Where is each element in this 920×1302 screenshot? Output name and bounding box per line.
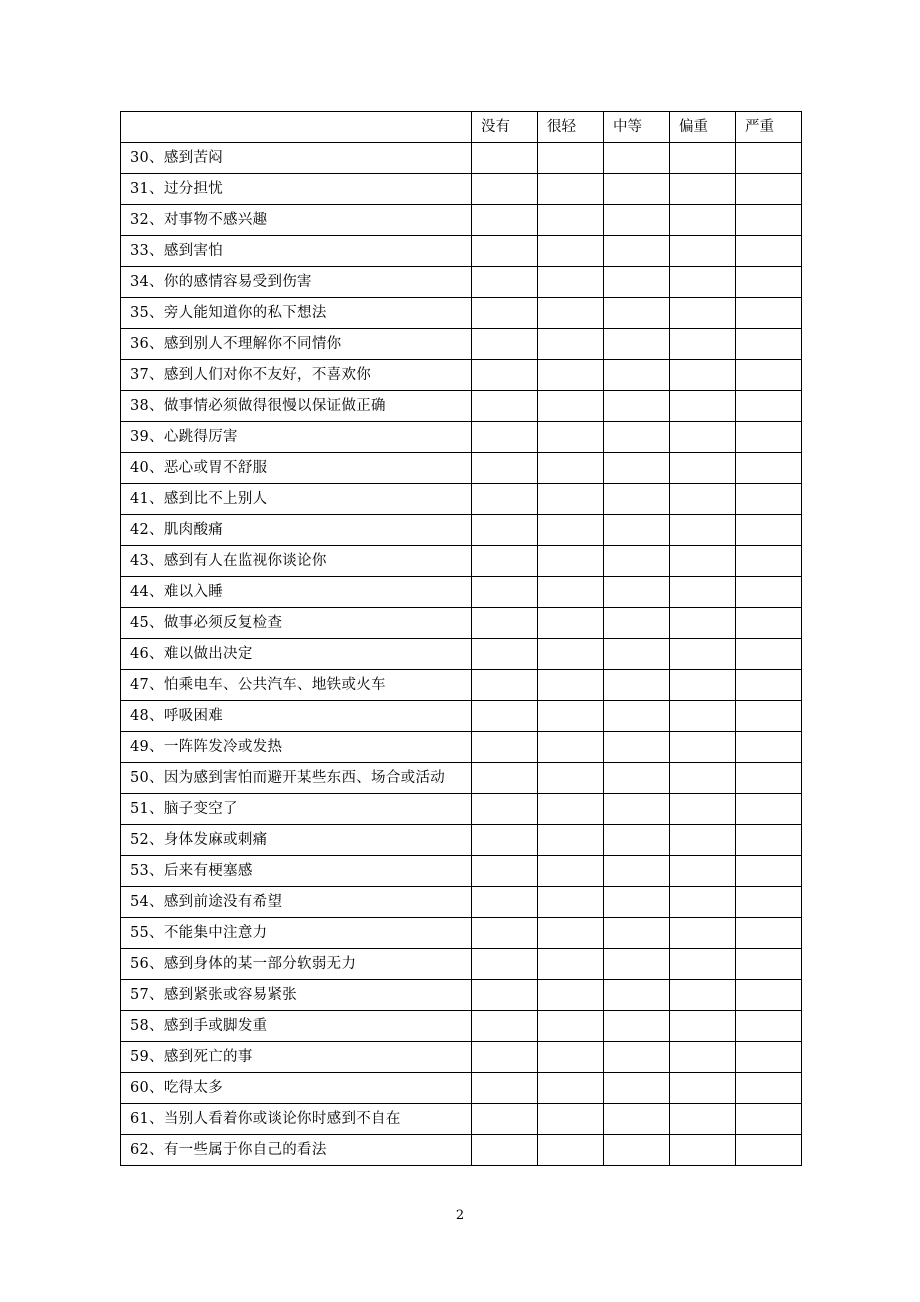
table-row — [121, 763, 802, 794]
table-row — [121, 143, 802, 174]
rating-cell[interactable] — [472, 825, 538, 856]
rating-cell[interactable] — [538, 329, 604, 360]
rating-cell[interactable] — [670, 887, 736, 918]
table-row — [121, 329, 802, 360]
rating-cell[interactable] — [538, 918, 604, 949]
rating-cell[interactable] — [670, 825, 736, 856]
item-text: 50、因为感到害怕而避开某些东西、场合或活动 — [121, 763, 472, 794]
rating-cell[interactable] — [538, 1073, 604, 1104]
rating-cell[interactable] — [736, 453, 802, 484]
rating-cell[interactable] — [538, 856, 604, 887]
rating-cell[interactable] — [736, 174, 802, 205]
item-text: 61、当别人看着你或谈论你时感到不自在 — [121, 1104, 472, 1135]
item-text: 60、吃得太多 — [121, 1073, 472, 1104]
rating-cell[interactable] — [472, 143, 538, 174]
table-row — [121, 1073, 802, 1104]
item-text: 54、感到前途没有希望 — [121, 887, 472, 918]
rating-cell[interactable] — [538, 1104, 604, 1135]
rating-cell[interactable] — [736, 732, 802, 763]
table-row — [121, 1135, 802, 1166]
rating-cell[interactable] — [472, 422, 538, 453]
rating-cell[interactable] — [736, 515, 802, 546]
rating-cell[interactable] — [472, 577, 538, 608]
rating-cell[interactable] — [538, 763, 604, 794]
item-text: 53、后来有梗塞感 — [121, 856, 472, 887]
rating-cell[interactable] — [670, 949, 736, 980]
rating-cell[interactable] — [670, 267, 736, 298]
rating-cell[interactable] — [670, 732, 736, 763]
table-body — [121, 143, 802, 1166]
rating-cell[interactable] — [670, 236, 736, 267]
rating-cell[interactable] — [538, 1042, 604, 1073]
table-row — [121, 484, 802, 515]
rating-cell[interactable] — [736, 1011, 802, 1042]
rating-cell[interactable] — [538, 577, 604, 608]
rating-cell[interactable] — [472, 1042, 538, 1073]
header-item-cell — [121, 112, 472, 143]
item-text: 49、一阵阵发冷或发热 — [121, 732, 472, 763]
rating-cell[interactable] — [472, 856, 538, 887]
table-row — [121, 825, 802, 856]
rating-cell[interactable] — [604, 1042, 670, 1073]
rating-cell[interactable] — [538, 794, 604, 825]
rating-cell[interactable] — [736, 887, 802, 918]
rating-cell[interactable] — [670, 794, 736, 825]
rating-cell[interactable] — [670, 1073, 736, 1104]
table-row — [121, 546, 802, 577]
rating-cell[interactable] — [670, 360, 736, 391]
rating-cell[interactable] — [670, 918, 736, 949]
rating-cell[interactable] — [538, 639, 604, 670]
rating-cell[interactable] — [604, 949, 670, 980]
item-text: 57、感到紧张或容易紧张 — [121, 980, 472, 1011]
item-text: 59、感到死亡的事 — [121, 1042, 472, 1073]
table-row — [121, 608, 802, 639]
table-row — [121, 205, 802, 236]
rating-cell[interactable] — [472, 1135, 538, 1166]
item-text: 45、做事必须反复检查 — [121, 608, 472, 639]
rating-cell[interactable] — [670, 577, 736, 608]
rating-cell[interactable] — [472, 236, 538, 267]
rating-cell[interactable] — [604, 1135, 670, 1166]
rating-cell[interactable] — [604, 763, 670, 794]
rating-cell[interactable] — [604, 639, 670, 670]
item-text: 43、感到有人在监视你谈论你 — [121, 546, 472, 577]
rating-cell[interactable] — [538, 670, 604, 701]
item-text: 42、肌肉酸痛 — [121, 515, 472, 546]
rating-cell[interactable] — [604, 980, 670, 1011]
rating-cell[interactable] — [472, 639, 538, 670]
rating-cell[interactable] — [604, 1104, 670, 1135]
rating-cell[interactable] — [472, 608, 538, 639]
rating-cell[interactable] — [472, 887, 538, 918]
symptom-rating-table — [120, 111, 802, 1166]
rating-cell[interactable] — [736, 794, 802, 825]
table-row — [121, 794, 802, 825]
rating-cell[interactable] — [670, 670, 736, 701]
header-option-none: 没有 — [472, 112, 538, 143]
rating-cell[interactable] — [670, 422, 736, 453]
rating-cell[interactable] — [604, 887, 670, 918]
item-text: 52、身体发麻或刺痛 — [121, 825, 472, 856]
rating-cell[interactable] — [472, 298, 538, 329]
table-row — [121, 267, 802, 298]
rating-cell[interactable] — [736, 1135, 802, 1166]
rating-cell[interactable] — [472, 763, 538, 794]
table-row — [121, 1011, 802, 1042]
item-text: 62、有一些属于你自己的看法 — [121, 1135, 472, 1166]
rating-cell[interactable] — [670, 143, 736, 174]
item-text: 55、不能集中注意力 — [121, 918, 472, 949]
header-option-moderate: 中等 — [604, 112, 670, 143]
rating-cell[interactable] — [736, 825, 802, 856]
item-text: 33、感到害怕 — [121, 236, 472, 267]
item-text: 36、感到别人不理解你不同情你 — [121, 329, 472, 360]
rating-cell[interactable] — [604, 298, 670, 329]
rating-cell[interactable] — [604, 422, 670, 453]
rating-cell[interactable] — [736, 701, 802, 732]
rating-cell[interactable] — [736, 856, 802, 887]
rating-cell[interactable] — [538, 608, 604, 639]
rating-cell[interactable] — [538, 298, 604, 329]
rating-cell[interactable] — [472, 1073, 538, 1104]
rating-cell[interactable] — [604, 174, 670, 205]
rating-cell[interactable] — [670, 856, 736, 887]
item-text: 48、呼吸困难 — [121, 701, 472, 732]
table-row — [121, 391, 802, 422]
rating-cell[interactable] — [538, 546, 604, 577]
rating-cell[interactable] — [472, 732, 538, 763]
table-row — [121, 577, 802, 608]
item-text: 44、难以入睡 — [121, 577, 472, 608]
item-text: 51、脑子变空了 — [121, 794, 472, 825]
item-text: 38、做事情必须做得很慢以保证做正确 — [121, 391, 472, 422]
rating-cell[interactable] — [670, 608, 736, 639]
rating-cell[interactable] — [670, 329, 736, 360]
table-row — [121, 515, 802, 546]
table-row — [121, 298, 802, 329]
rating-cell[interactable] — [604, 360, 670, 391]
rating-cell[interactable] — [538, 236, 604, 267]
item-text: 30、感到苦闷 — [121, 143, 472, 174]
rating-cell[interactable] — [736, 949, 802, 980]
table-row — [121, 980, 802, 1011]
table-row — [121, 732, 802, 763]
rating-cell[interactable] — [604, 825, 670, 856]
rating-cell[interactable] — [538, 360, 604, 391]
item-text: 47、怕乘电车、公共汽车、地铁或火车 — [121, 670, 472, 701]
rating-cell[interactable] — [472, 484, 538, 515]
rating-cell[interactable] — [472, 546, 538, 577]
rating-cell[interactable] — [472, 670, 538, 701]
rating-cell[interactable] — [538, 701, 604, 732]
rating-cell[interactable] — [538, 453, 604, 484]
rating-cell[interactable] — [538, 949, 604, 980]
table-row — [121, 670, 802, 701]
rating-cell[interactable] — [472, 918, 538, 949]
rating-cell[interactable] — [538, 267, 604, 298]
rating-cell[interactable] — [670, 546, 736, 577]
item-text: 39、心跳得厉害 — [121, 422, 472, 453]
rating-cell[interactable] — [472, 515, 538, 546]
rating-cell[interactable] — [736, 608, 802, 639]
rating-cell[interactable] — [670, 1135, 736, 1166]
table-row — [121, 1104, 802, 1135]
rating-cell[interactable] — [670, 639, 736, 670]
rating-cell[interactable] — [670, 980, 736, 1011]
rating-cell[interactable] — [538, 825, 604, 856]
rating-cell[interactable] — [538, 484, 604, 515]
rating-cell[interactable] — [670, 205, 736, 236]
table-row — [121, 422, 802, 453]
table-row — [121, 236, 802, 267]
rating-cell[interactable] — [472, 360, 538, 391]
header-option-severe: 严重 — [736, 112, 802, 143]
rating-cell[interactable] — [538, 205, 604, 236]
item-text: 35、旁人能知道你的私下想法 — [121, 298, 472, 329]
rating-cell[interactable] — [538, 1135, 604, 1166]
rating-cell[interactable] — [736, 329, 802, 360]
rating-cell[interactable] — [604, 236, 670, 267]
rating-cell[interactable] — [736, 546, 802, 577]
rating-cell[interactable] — [472, 949, 538, 980]
rating-cell[interactable] — [670, 1011, 736, 1042]
rating-cell[interactable] — [736, 360, 802, 391]
rating-cell[interactable] — [670, 453, 736, 484]
rating-cell[interactable] — [472, 205, 538, 236]
rating-cell[interactable] — [472, 794, 538, 825]
rating-cell[interactable] — [472, 329, 538, 360]
rating-cell[interactable] — [736, 763, 802, 794]
rating-cell[interactable] — [472, 453, 538, 484]
rating-cell[interactable] — [736, 236, 802, 267]
rating-cell[interactable] — [736, 918, 802, 949]
rating-cell[interactable] — [736, 267, 802, 298]
rating-cell[interactable] — [604, 453, 670, 484]
rating-cell[interactable] — [538, 143, 604, 174]
rating-cell[interactable] — [538, 391, 604, 422]
rating-cell[interactable] — [670, 763, 736, 794]
table-row — [121, 701, 802, 732]
rating-cell[interactable] — [670, 1104, 736, 1135]
table-row — [121, 174, 802, 205]
rating-cell[interactable] — [604, 856, 670, 887]
rating-cell[interactable] — [472, 1104, 538, 1135]
rating-cell[interactable] — [670, 174, 736, 205]
rating-cell[interactable] — [604, 205, 670, 236]
header-option-mild: 很轻 — [538, 112, 604, 143]
rating-cell[interactable] — [736, 205, 802, 236]
rating-cell[interactable] — [538, 980, 604, 1011]
rating-cell[interactable] — [604, 143, 670, 174]
rating-cell[interactable] — [604, 391, 670, 422]
rating-cell[interactable] — [736, 670, 802, 701]
rating-cell[interactable] — [670, 298, 736, 329]
item-text: 34、你的感情容易受到伤害 — [121, 267, 472, 298]
table-row — [121, 1042, 802, 1073]
rating-cell[interactable] — [472, 980, 538, 1011]
rating-cell[interactable] — [472, 1011, 538, 1042]
rating-cell[interactable] — [604, 794, 670, 825]
rating-cell[interactable] — [604, 670, 670, 701]
rating-cell[interactable] — [736, 980, 802, 1011]
rating-cell[interactable] — [538, 174, 604, 205]
item-text: 37、感到人们对你不友好，不喜欢你 — [121, 360, 472, 391]
rating-cell[interactable] — [736, 639, 802, 670]
rating-cell[interactable] — [604, 918, 670, 949]
item-text: 46、难以做出决定 — [121, 639, 472, 670]
rating-cell[interactable] — [736, 1073, 802, 1104]
rating-cell[interactable] — [736, 298, 802, 329]
table-row — [121, 453, 802, 484]
rating-cell[interactable] — [472, 391, 538, 422]
rating-cell[interactable] — [604, 515, 670, 546]
rating-cell[interactable] — [604, 329, 670, 360]
item-text: 58、感到手或脚发重 — [121, 1011, 472, 1042]
item-text: 40、恶心或胃不舒服 — [121, 453, 472, 484]
item-text: 41、感到比不上别人 — [121, 484, 472, 515]
rating-cell[interactable] — [670, 515, 736, 546]
rating-cell[interactable] — [472, 267, 538, 298]
table-header-row — [121, 112, 802, 143]
rating-cell[interactable] — [670, 701, 736, 732]
table-row — [121, 918, 802, 949]
item-text: 32、对事物不感兴趣 — [121, 205, 472, 236]
rating-cell[interactable] — [670, 391, 736, 422]
table-row — [121, 856, 802, 887]
item-text: 31、过分担忧 — [121, 174, 472, 205]
rating-cell[interactable] — [538, 887, 604, 918]
item-text: 56、感到身体的某一部分软弱无力 — [121, 949, 472, 980]
rating-cell[interactable] — [538, 732, 604, 763]
page-number: 2 — [455, 1208, 465, 1223]
rating-cell[interactable] — [604, 701, 670, 732]
rating-cell[interactable] — [604, 1011, 670, 1042]
rating-cell[interactable] — [538, 515, 604, 546]
header-option-fairly-severe: 偏重 — [670, 112, 736, 143]
rating-cell[interactable] — [736, 577, 802, 608]
rating-cell[interactable] — [604, 732, 670, 763]
rating-cell[interactable] — [604, 608, 670, 639]
rating-cell[interactable] — [736, 1104, 802, 1135]
rating-cell[interactable] — [604, 267, 670, 298]
rating-cell[interactable] — [736, 484, 802, 515]
table-row — [121, 887, 802, 918]
table-row — [121, 360, 802, 391]
rating-cell[interactable] — [736, 1042, 802, 1073]
rating-cell[interactable] — [604, 546, 670, 577]
rating-cell[interactable] — [736, 143, 802, 174]
table-row — [121, 949, 802, 980]
rating-cell[interactable] — [670, 484, 736, 515]
rating-cell[interactable] — [604, 1073, 670, 1104]
rating-cell[interactable] — [472, 174, 538, 205]
rating-cell[interactable] — [736, 422, 802, 453]
table-row — [121, 639, 802, 670]
rating-cell[interactable] — [472, 701, 538, 732]
rating-cell[interactable] — [736, 391, 802, 422]
rating-cell[interactable] — [604, 484, 670, 515]
rating-cell[interactable] — [604, 577, 670, 608]
rating-cell[interactable] — [538, 422, 604, 453]
rating-cell[interactable] — [670, 1042, 736, 1073]
rating-cell[interactable] — [538, 1011, 604, 1042]
